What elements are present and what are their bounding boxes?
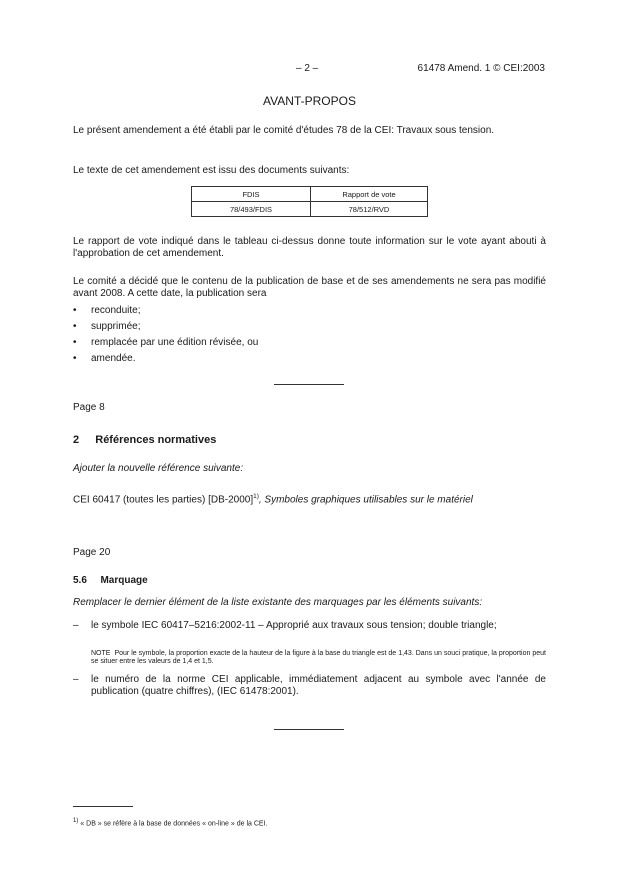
documents-table — [191, 186, 428, 217]
bullet-marker: • — [73, 353, 77, 364]
list-item-text: remplacée par une édition révisée, ou — [91, 337, 259, 348]
heading-title: Références normatives — [95, 434, 217, 446]
instruction-replace-item: Remplacer le dernier élément de la liste existante des marquages par les éléments suivants: — [73, 597, 483, 608]
bullet-marker: • — [73, 337, 77, 348]
marking-item-symbol: le symbole IEC 60417–5216:2002-11 – Approprié aux travaux sous tension; double triangle; — [91, 620, 497, 631]
table-cell: 78/512/RVD — [311, 202, 428, 217]
dash-marker: – — [73, 620, 79, 631]
reference-text: CEI 60417 (toutes les parties) [DB-2000] — [73, 494, 254, 506]
footnote-marker: 1) — [73, 818, 79, 824]
foreword-title: AVANT-PROPOS — [263, 94, 356, 108]
page-label-8: Page 8 — [73, 402, 105, 413]
normative-reference — [73, 491, 473, 506]
note-label: NOTE — [91, 650, 111, 657]
foreword-para-decision: Le comité a décidé que le contenu de la publication de base et de ses amendements ne sera pas modifié avant 2008. A cette date, la publication sera — [73, 276, 546, 299]
bullet-marker: • — [73, 321, 77, 332]
foreword-para-vote: Le rapport de vote indiqué dans le tableau ci-dessus donne toute information sur le vote ayant abouti à l'approbation de cet amendement. — [73, 236, 546, 259]
marking-note — [91, 650, 546, 666]
footnote — [73, 817, 267, 828]
foreword-para-documents: Le texte de cet amendement est issu des documents suivants: — [73, 165, 350, 176]
marking-item-standard: le numéro de la norme CEI applicable, immédiatement adjacent au symbole avec l'année de publication (quatre chiffres), (IEC 61478:2001). — [91, 674, 546, 697]
heading-number: 2 — [73, 434, 80, 446]
heading-number: 5.6 — [73, 575, 87, 586]
footnote-text: « DB » se réfère à la base de données « on-line » de la CEI. — [80, 820, 268, 828]
section-heading-references — [73, 434, 216, 447]
table-header-cell: FDIS — [192, 187, 311, 202]
list-item-text: amendée. — [91, 353, 136, 364]
footnote-separator — [73, 806, 133, 807]
table-header-cell: Rapport de vote — [311, 187, 428, 202]
page-number: – 2 – — [296, 63, 319, 74]
list-item-text: reconduite; — [91, 305, 141, 316]
table-header-row — [192, 187, 428, 202]
table-row — [192, 202, 428, 217]
section-heading-marking — [73, 575, 148, 587]
page-label-20: Page 20 — [73, 547, 111, 558]
instruction-add-reference: Ajouter la nouvelle référence suivante: — [73, 463, 244, 474]
note-text: Pour le symbole, la proportion exacte de la hauteur de la figure à la base du triangle est de 1,43. Dans un souci pratique, la proportion peut se situer entre les valeurs de 1,4 et 1,5. — [91, 650, 546, 665]
footnote-ref: 1) — [253, 493, 259, 500]
bullet-marker: • — [73, 305, 77, 316]
table-cell: 78/493/FDIS — [192, 202, 311, 217]
section-divider — [274, 384, 344, 385]
dash-marker: – — [73, 674, 79, 685]
reference-title: , Symboles graphiques utilisables sur le matériel — [258, 494, 473, 506]
section-divider — [274, 729, 344, 730]
doc-reference: 61478 Amend. 1 © CEI:2003 — [417, 63, 545, 74]
list-item-text: supprimée; — [91, 321, 141, 332]
heading-title: Marquage — [100, 575, 148, 586]
foreword-para-committee: Le présent amendement a été établi par le comité d'études 78 de la CEI: Travaux sous tension. — [73, 125, 495, 136]
